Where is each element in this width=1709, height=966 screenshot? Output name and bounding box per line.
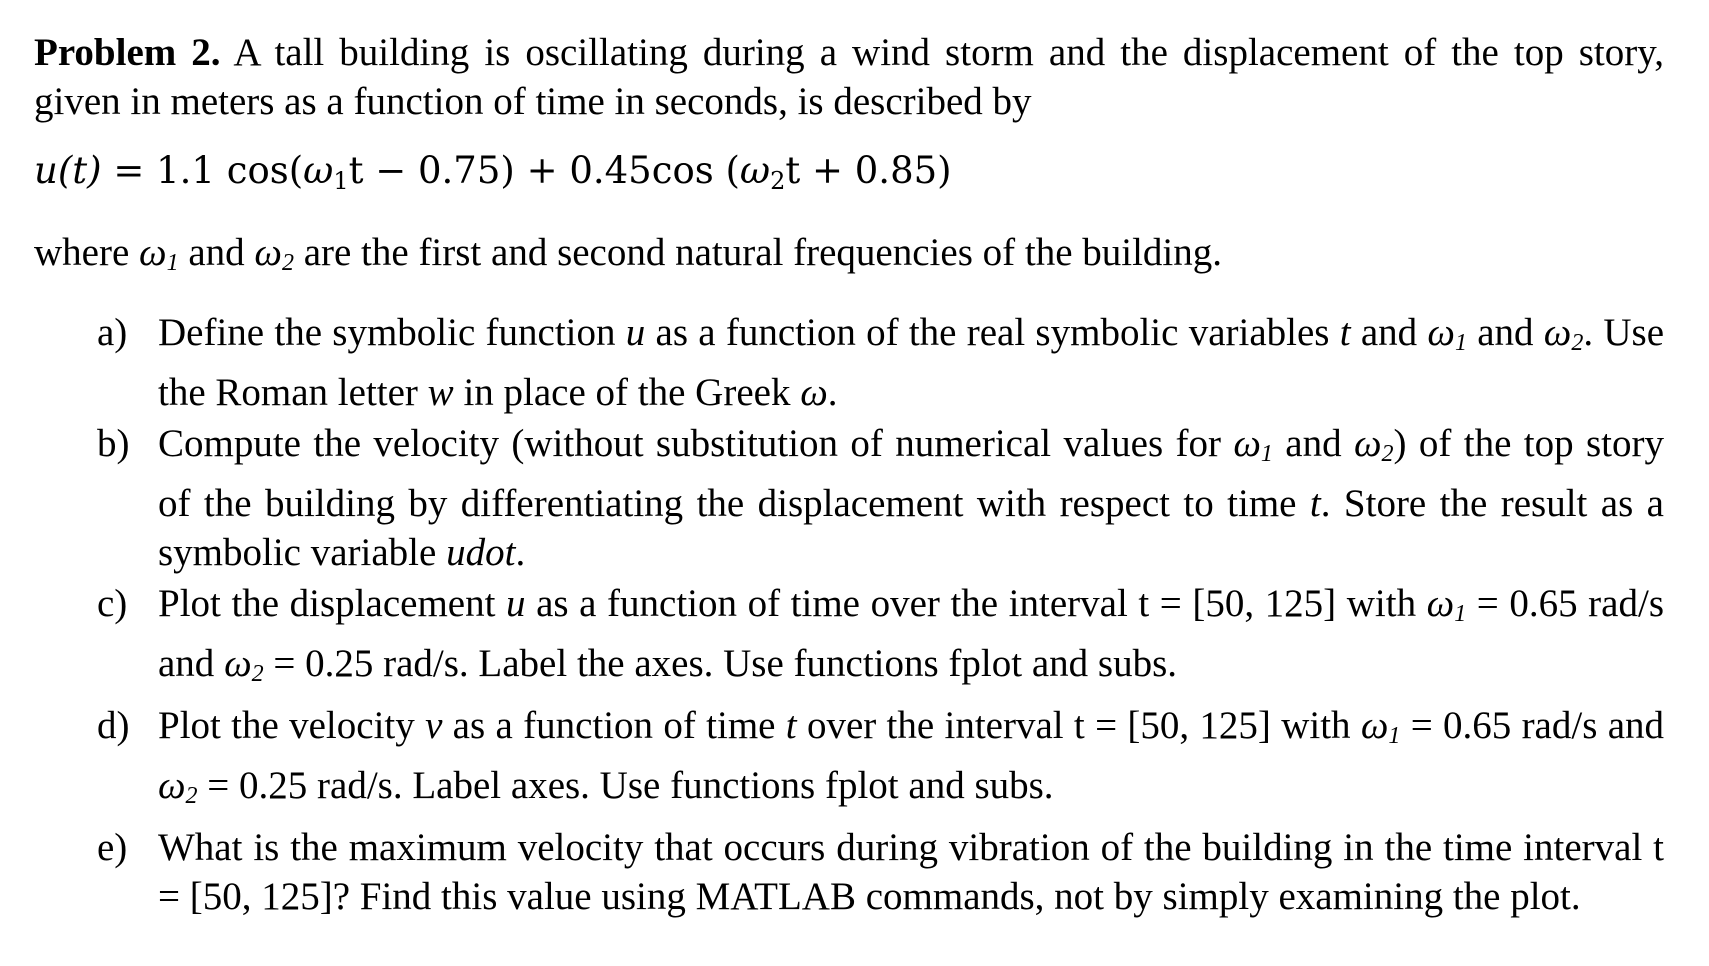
task-d-omega-1: ω (1360, 704, 1389, 747)
eq-omega-1: ω (303, 149, 334, 192)
task-label-b: b) (97, 422, 130, 465)
task-c-sub-1: 1 (1454, 601, 1467, 627)
task-d-var-v: v (425, 704, 443, 747)
task-d-var-t: t (785, 704, 797, 747)
task-a-text-1: Define the symbolic function (158, 311, 626, 354)
where-omega-2: ω (254, 231, 282, 274)
task-d-omega-2: ω (158, 764, 186, 807)
task-item-b (34, 419, 1664, 577)
task-a-text-3: and (1350, 311, 1428, 354)
task-d-text-2: as a function of time (442, 704, 786, 747)
task-b-text-5: . (515, 531, 526, 574)
task-a-omega-2: ω (1543, 311, 1572, 354)
eq-term1-coef: 1.1 cos( (156, 149, 304, 192)
eq-term1-rest: t − 0.75) + 0.45cos ( (348, 149, 740, 192)
task-c-text-3: = 0.65 rad/s and (158, 582, 1664, 685)
eq-omega-2: ω (739, 149, 771, 192)
task-c-omega-2: ω (224, 642, 252, 685)
task-a-omega-greek: ω (800, 371, 828, 414)
task-a-var-w: w (427, 371, 454, 414)
document-body (34, 28, 1664, 923)
task-a-text-4: and (1466, 311, 1544, 354)
task-list (34, 308, 1664, 921)
eq-term2-rest: t + 0.85) (785, 149, 952, 192)
task-d-sub-1: 1 (1388, 723, 1401, 749)
task-a-text-7: . (827, 371, 838, 414)
task-b-var-t: t (1309, 482, 1321, 525)
problem-title: Problem 2. (34, 31, 221, 74)
where-prefix: where (34, 231, 140, 274)
task-a-omega-1: ω (1427, 311, 1455, 354)
task-d-sub-2: 2 (185, 783, 198, 809)
where-and: and (178, 231, 255, 274)
task-a-text-5: . Use the Roman letter (158, 311, 1665, 414)
where-clause (34, 228, 1664, 288)
where-sub-1: 1 (166, 250, 179, 276)
eq-sub-2: 2 (770, 167, 786, 195)
task-a-sub-1: 1 (1454, 330, 1467, 356)
task-c-omega-1: ω (1426, 582, 1455, 625)
eq-equals: = (113, 149, 145, 192)
task-d-text-4: = 0.65 rad/s and (1400, 704, 1664, 747)
task-d-text-1: Plot the velocity (158, 704, 426, 747)
task-b-text-1: Compute the velocity (without substitution of numerical values for (158, 422, 1234, 465)
task-item-e (34, 823, 1664, 921)
where-rest: are the first and second natural frequencies of the building. (293, 231, 1223, 274)
task-a-var-u: u (625, 311, 646, 354)
eq-lhs: u(t) (34, 149, 102, 192)
task-label-d: d) (97, 704, 130, 747)
task-a-text-6: in place of the Greek (453, 371, 801, 414)
task-d-text-3: over the interval t = [50, 125] with (796, 704, 1361, 747)
problem-intro (34, 28, 1664, 126)
task-item-d (34, 701, 1664, 821)
task-item-a (34, 308, 1664, 417)
eq-sub-1: 1 (333, 167, 349, 195)
task-b-sub-1: 1 (1260, 441, 1273, 467)
displacement-equation (34, 146, 1664, 206)
where-omega-1: ω (139, 231, 167, 274)
task-c-text-4: = 0.25 rad/s. Label the axes. Use functions fplot and subs. (263, 642, 1178, 685)
task-c-sub-2: 2 (251, 661, 264, 687)
task-d-text-5: = 0.25 rad/s. Label axes. Use functions fplot and subs. (197, 764, 1054, 807)
task-b-text-4: . Store the result as a symbolic variable (158, 482, 1664, 574)
problem-intro-text: A tall building is oscillating during a wind storm and the displacement of the top story, given in meters as a function of time in seconds, is described by (34, 31, 1664, 123)
task-c-var-u: u (506, 582, 526, 625)
task-b-omega-2: ω (1353, 422, 1382, 465)
task-b-var-udot: udot (446, 531, 516, 574)
task-item-c (34, 579, 1664, 699)
task-c-text-1: Plot the displacement (158, 582, 507, 625)
task-label-a: a) (97, 311, 128, 354)
task-label-e: e) (97, 826, 128, 869)
task-b-sub-2: 2 (1381, 441, 1394, 467)
task-b-text-3: ) of the top story of the building by differentiating the displacement with respect to time (158, 422, 1664, 525)
task-label-c: c) (97, 582, 128, 625)
where-sub-2: 2 (281, 250, 294, 276)
task-a-text-2: as a function of the real symbolic variables (645, 311, 1340, 354)
task-c-text-2: as a function of time over the interval t = [50, 125] with (525, 582, 1427, 625)
task-b-omega-1: ω (1233, 422, 1261, 465)
task-a-sub-2: 2 (1571, 330, 1584, 356)
task-a-var-t: t (1339, 311, 1351, 354)
task-e-text-1: What is the maximum velocity that occurs during vibration of the building in the time interval t = [50, 125]? Find this value using MATLAB commands, not by simply examining the plot. (158, 826, 1664, 918)
task-b-text-2: and (1272, 422, 1354, 465)
